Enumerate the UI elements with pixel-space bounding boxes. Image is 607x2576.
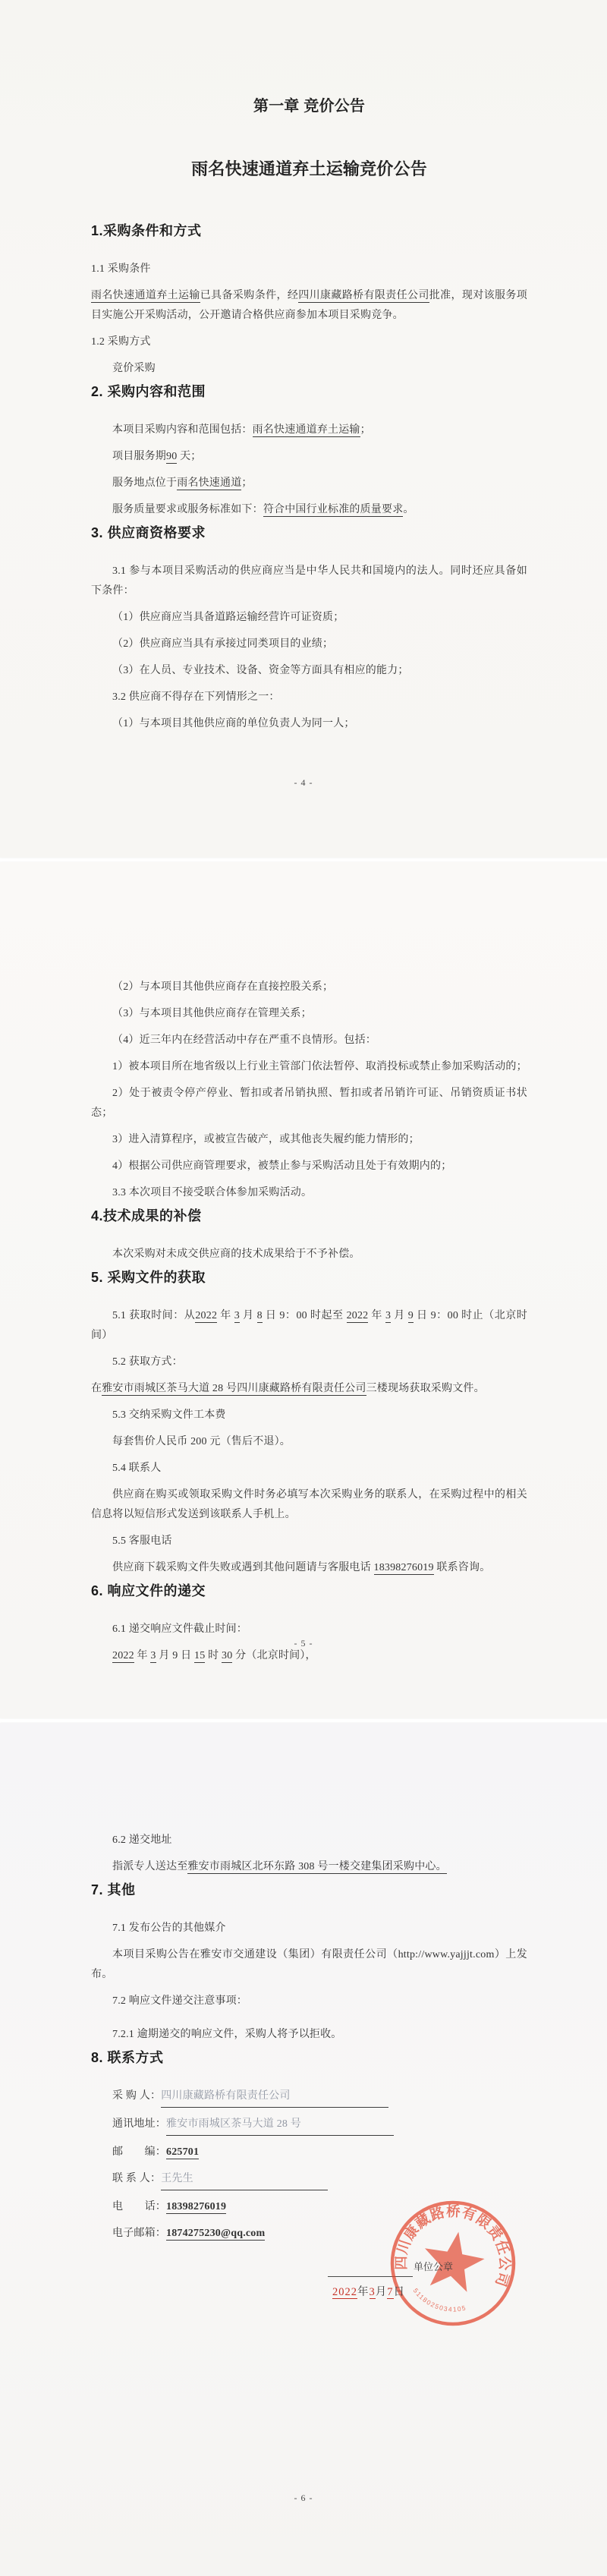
paragraph: [91, 1245, 527, 1264]
page-2-content: [0, 862, 607, 1666]
contact-row-address: [91, 2115, 527, 2136]
text-run: 已具备采购条件，经: [200, 290, 299, 301]
text-run: 7.1 发布公告的其他媒介: [112, 1923, 226, 1934]
text-run: 2）处于被责令停产停业、暂扣或者吊销执照、暂扣或者吊销许可证、吊销资质证书状态；: [91, 1088, 527, 1119]
text-run: 月: [239, 1310, 257, 1321]
text-run: 1.采购条件和方式: [91, 223, 202, 238]
paragraph: [91, 500, 527, 520]
paragraph: [91, 635, 527, 654]
text-run: 电 话：: [112, 2201, 166, 2212]
text-run: 年: [217, 1310, 234, 1321]
text-run: （3）在人员、专业技术、设备、资金等方面具有相应的能力；: [112, 665, 409, 676]
paragraph: [91, 1130, 527, 1150]
paragraph: [91, 1432, 527, 1452]
text-run: 符合中国行业标准的质量要求: [263, 504, 404, 515]
text-run: ；: [360, 424, 371, 436]
text-run: 7: [387, 2286, 394, 2298]
text-run: 2. 采购内容和范围: [91, 384, 206, 399]
text-run: 时: [205, 1650, 222, 1661]
chapter-title: [91, 96, 527, 117]
text-run: 5.5 客服电话: [112, 1535, 172, 1547]
section-heading-6: [91, 1582, 527, 1600]
paragraph: [91, 562, 527, 601]
text-run: 雅安市雨城区茶马大道 28 号: [166, 2115, 394, 2136]
text-run: 4）根据公司供应商管理要求，被禁止参与采购活动且处于有效期内的；: [112, 1160, 452, 1172]
text-run: 3: [234, 1310, 240, 1321]
text-run: 5. 采购文件的获取: [91, 1270, 206, 1285]
text-run: 3.2 供应商不得存在下列情形之一：: [112, 691, 280, 703]
text-run: 。: [403, 504, 414, 515]
text-run: 月 9 日: [156, 1650, 195, 1661]
text-run: 8: [256, 1310, 263, 1321]
section-heading-3: [91, 524, 527, 542]
paragraph: [91, 661, 527, 681]
text-run: 6. 响应文件的递交: [91, 1583, 206, 1598]
paragraph: [91, 1031, 527, 1050]
page-1-content: [0, 0, 607, 734]
paragraph-7-2-1: [91, 2025, 527, 2045]
text-run: 1.1 采购条件: [91, 263, 151, 275]
text-run: 服务地点位于: [112, 477, 178, 489]
paragraph: [91, 1379, 527, 1399]
text-run: 竞价采购: [112, 363, 156, 374]
contact-row-purchaser: [91, 2086, 527, 2108]
paragraph: [91, 1406, 527, 1425]
document-page-2: [0, 862, 607, 1718]
text-run: 4.技术成果的补偿: [91, 1208, 202, 1223]
section-heading-2: [91, 383, 527, 401]
text-run: 年: [368, 1310, 385, 1321]
paragraph: [91, 1831, 527, 1850]
doc-title: [91, 158, 527, 181]
text-run: 在: [91, 1383, 102, 1394]
text-run: 2022: [195, 1310, 218, 1321]
text-run: 18398276019: [166, 2201, 227, 2212]
text-run: 1）被本项目所在地省级以上行业主管部门依法暂停、取消投标或禁止参加采购活动的；: [112, 1061, 527, 1072]
text-run: 每套售价人民币 200 元（售后不退）。: [112, 1436, 291, 1447]
seal-number: 5118025034105: [411, 2286, 467, 2313]
text-run: 四川康藏路桥有限责任公司: [298, 290, 429, 301]
text-run: 7. 其他: [91, 1882, 136, 1897]
paragraph: [91, 1992, 527, 2011]
text-run: （4）近三年内在经营活动中存在严重不良情形。包括：: [112, 1034, 376, 1046]
text-run: 8. 联系方式: [91, 2050, 164, 2065]
text-run: 雅安市雨城区北环东路 308 号一楼交建集团采购中心。: [187, 1861, 447, 1872]
text-run: 3.3 本次项目不接受联合体参加采购活动。: [112, 1187, 313, 1198]
text-run: 1874275230@qq.com: [166, 2228, 266, 2239]
text-run: 供应商下载采购文件失败或遇到其他问题请与客服电话: [112, 1562, 374, 1573]
text-run: 四川康藏路桥有限责任公司: [161, 2086, 388, 2108]
text-run: 邮 编：: [112, 2146, 166, 2158]
paragraph: [91, 1084, 527, 1123]
text-run: 年: [357, 2286, 370, 2298]
text-run: 供应商在购买或领取采购文件时务必填写本次采购业务的联系人，在采购过程中的相关信息将以短信形式发送到该联系人手机上。: [91, 1489, 527, 1520]
text-run: 2022: [112, 1650, 134, 1661]
text-run: 18398276019: [373, 1562, 434, 1573]
text-run: 指派专人送达至: [112, 1861, 188, 1872]
text-run: 联 系 人：: [112, 2173, 162, 2184]
section-heading-1: [91, 222, 527, 240]
text-run: ；: [241, 477, 253, 489]
paragraph: [91, 1306, 527, 1346]
paragraph: [91, 1459, 527, 1479]
text-run: 9: [407, 1310, 414, 1321]
seal-company-name: 四川康藏路桥有限责任公司: [392, 2203, 514, 2289]
paragraph: [91, 1057, 527, 1077]
text-run: （1）与本项目其他供应商的单位负责人为同一人；: [112, 718, 355, 729]
paragraph: [91, 447, 527, 467]
text-run: 天；: [177, 451, 202, 462]
text-run: 通讯地址：: [112, 2118, 166, 2130]
paragraph: [91, 1919, 527, 1938]
paragraph: [91, 714, 527, 734]
text-run: 90: [166, 451, 178, 462]
text-run: 雨名快速通道弃土运输: [91, 290, 200, 301]
text-run: 日: [393, 2286, 405, 2298]
text-run: 雨名快速通道弃土运输竞价公告: [191, 159, 427, 178]
text-run: 5.3 交纳采购文件工本费: [112, 1409, 226, 1421]
paragraph: [91, 1945, 527, 1985]
paragraph: [91, 286, 527, 326]
text-run: 月: [391, 1310, 408, 1321]
text-run: （3）与本项目其他供应商存在管理关系；: [112, 1008, 312, 1019]
paragraph: [91, 359, 527, 379]
text-run: 年: [134, 1650, 151, 1661]
section-heading-5: [91, 1268, 527, 1286]
paragraph: [91, 332, 527, 352]
paragraph: [91, 1004, 527, 1024]
paragraph: [91, 1532, 527, 1551]
seal-placeholder-label: 单位公章: [414, 2261, 454, 2272]
section-heading-7: [91, 1881, 527, 1899]
text-run: 3: [369, 2286, 376, 2298]
text-run: （2）与本项目其他供应商存在直接控股关系；: [112, 981, 334, 993]
signature-date: [332, 2283, 405, 2299]
section-heading-8: [91, 2049, 527, 2067]
text-run: 3: [385, 1310, 392, 1321]
paragraph: [91, 1620, 527, 1639]
document-page-1: [0, 0, 607, 858]
paragraph: [91, 1558, 527, 1578]
page-number: - 4 -: [294, 777, 313, 788]
contact-row-postcode: [91, 2143, 527, 2162]
paragraph: [91, 688, 527, 707]
text-run: 625701: [166, 2146, 200, 2158]
text-run: 采 购 人：: [112, 2090, 162, 2102]
text-run: 联系咨询。: [433, 1562, 491, 1573]
page-number: - 6 -: [294, 2493, 313, 2503]
text-run: 2022: [332, 2286, 357, 2298]
text-run: 三楼现场获取采购文件。: [366, 1383, 485, 1394]
text-run: 本次采购对未成交供应商的技术成果给于不予补偿。: [112, 1249, 360, 1260]
text-run: 日 9：00 时止（北京时间）: [91, 1310, 527, 1341]
text-run: 电子邮箱：: [112, 2228, 166, 2239]
text-run: 6.1 递交响应文件截止时间：: [112, 1623, 247, 1635]
text-run: 3.1 参与本项目采购活动的供应商应当是中华人民共和国境内的法人。同时还应具备如下条件：: [91, 565, 527, 597]
text-run: 批准，现对该服务项目实施公开采购活动，公开邀请合格供应商参加本项目采购竞争。: [91, 290, 527, 321]
text-run: 5.2 获取方式：: [112, 1356, 183, 1368]
paragraph: [91, 420, 527, 440]
page-number: - 5 -: [294, 1638, 313, 1649]
text-run: 本项目采购内容和范围包括：: [112, 424, 253, 436]
text-run: 雨名快速通道: [177, 477, 242, 489]
text-run: 雨名快速通道弃土运输: [252, 424, 360, 436]
text-run: 本项目采购公告在雅安市交通建设（集团）有限责任公司（http://www.yajjjt.com）上发布。: [91, 1949, 527, 1980]
paragraph: [91, 1485, 527, 1525]
text-run: 雅安市雨城区茶马大道 28 号四川康藏路桥有限责任公司: [102, 1383, 366, 1394]
text-run: 3）进入清算程序，或被宣告破产，或其他丧失履约能力情形的；: [112, 1134, 420, 1145]
text-run: 第一章 竞价公告: [253, 98, 366, 115]
text-run: 5.4 联系人: [112, 1463, 162, 1474]
text-run: 王先生: [161, 2169, 328, 2190]
paragraph: [91, 1183, 527, 1203]
text-run: （2）供应商应当具有承接过同类项目的业绩；: [112, 638, 334, 650]
paragraph: [91, 1353, 527, 1372]
text-run: 2022: [346, 1310, 369, 1321]
text-run: 7.2.1 逾期递交的响应文件，采购人将予以拒收。: [112, 2029, 342, 2040]
text-run: 30: [222, 1650, 233, 1661]
text-run: 月: [375, 2286, 388, 2298]
paragraph: [91, 1157, 527, 1176]
paragraph: [91, 1857, 527, 1877]
text-run: 3. 供应商资格要求: [91, 525, 206, 540]
paragraph: [91, 978, 527, 997]
text-run: 5.1 获取时间：从: [112, 1310, 196, 1321]
paragraph: [91, 474, 527, 493]
text-run: 3: [150, 1650, 156, 1661]
text-run: 分（北京时间），: [232, 1650, 316, 1661]
text-run: 7.2 响应文件递交注意事项：: [112, 1995, 247, 2007]
text-run: 项目服务期: [112, 451, 166, 462]
document-page-3: [0, 1723, 607, 2576]
text-run: 1.2 采购方式: [91, 336, 151, 348]
paragraph: [91, 608, 527, 628]
text-run: （1）供应商应当具备道路运输经营许可证资质；: [112, 612, 344, 623]
text-run: 15: [194, 1650, 206, 1661]
text-run: 服务质量要求或服务标准如下：: [112, 504, 263, 515]
paragraph: [91, 260, 527, 279]
page-3-content: [0, 1723, 607, 2244]
text-run: 日 9：00 时起至: [262, 1310, 347, 1321]
text-run: 6.2 递交地址: [112, 1834, 172, 1846]
section-heading-4: [91, 1207, 527, 1225]
